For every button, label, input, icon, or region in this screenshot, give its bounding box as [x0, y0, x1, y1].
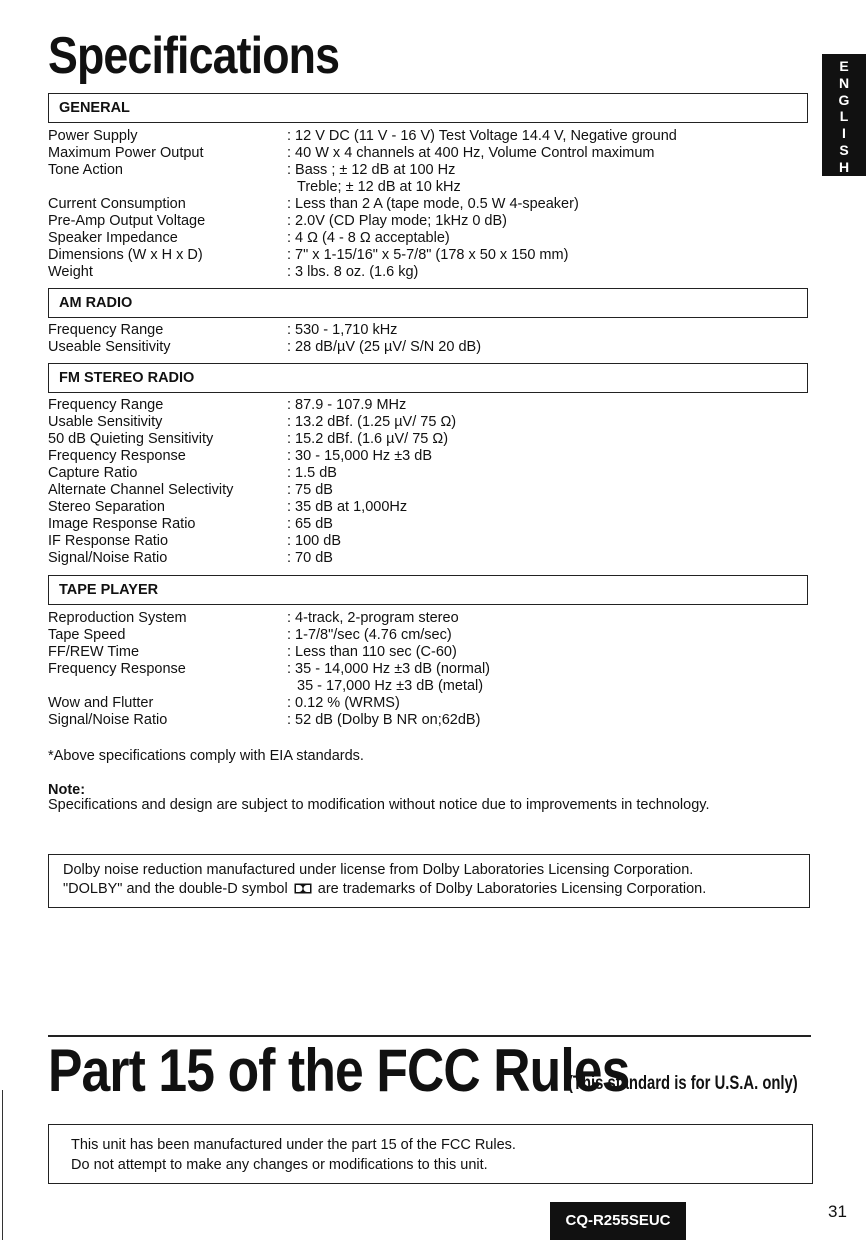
spec-row [48, 516, 808, 533]
spec-value: : 100 dB [287, 533, 342, 549]
fcc-notice-line2: Do not attempt to make any changes or modifications to this unit. [71, 1157, 488, 1173]
spec-label: Current Consumption [48, 196, 186, 212]
spec-value: : 75 dB [287, 482, 333, 498]
spec-row [48, 247, 808, 264]
spec-row [48, 322, 808, 339]
language-tab-letter: L [839, 108, 849, 125]
spec-value: : Less than 2 A (tape mode, 0.5 W 4-speaker) [287, 196, 579, 212]
note-heading: Note: [48, 782, 86, 798]
spec-row [48, 533, 808, 550]
spec-label: Tone Action [48, 162, 123, 178]
dolby-notice-line1: Dolby noise reduction manufactured under license from Dolby Laboratories Licensing Corporation. [63, 862, 694, 878]
fm-radio-spec-list [48, 397, 808, 567]
spec-label: Useable Sensitivity [48, 339, 171, 355]
tape-player-spec-list [48, 610, 808, 729]
fcc-notice-line1: This unit has been manufactured under the part 15 of the FCC Rules. [71, 1137, 516, 1153]
fcc-title: Part 15 of the FCC Rules [48, 1037, 630, 1104]
general-heading: GENERAL [59, 100, 130, 116]
spec-row [48, 162, 808, 179]
spec-label: Weight [48, 264, 93, 280]
language-tab [822, 54, 866, 176]
spec-value: : 4 Ω (4 - 8 Ω acceptable) [287, 230, 450, 246]
spec-label: FF/REW Time [48, 644, 140, 660]
spec-value: : 30 - 15,000 Hz ±3 dB [287, 448, 432, 464]
spec-value: 35 - 17,000 Hz ±3 dB (metal) [297, 678, 484, 694]
spec-label: Signal/Noise Ratio [48, 550, 168, 566]
spec-value: : 530 - 1,710 kHz [287, 322, 398, 338]
spec-row [48, 661, 808, 678]
spec-label: Dimensions (W x H x D) [48, 247, 203, 263]
spec-label: Stereo Separation [48, 499, 165, 515]
spec-row [48, 678, 808, 695]
spec-label: IF Response Ratio [48, 533, 169, 549]
fcc-subtitle: (This standard is for U.S.A. only) [568, 1073, 798, 1094]
spec-label: Frequency Range [48, 397, 164, 413]
dolby-line2-end: are trademarks of Dolby Laboratories Licensing Corporation. [317, 881, 707, 897]
page-number: 31 [828, 1202, 847, 1221]
spec-row [48, 499, 808, 516]
spec-row [48, 712, 808, 729]
spec-row [48, 465, 808, 482]
spec-label: Power Supply [48, 128, 138, 144]
spec-row [48, 264, 808, 281]
spec-value: : Less than 110 sec (C-60) [287, 644, 457, 660]
spec-label: Frequency Response [48, 661, 186, 677]
spec-value: : 0.12 % (WRMS) [287, 695, 400, 711]
spec-value: : 28 dB/µV (25 µV/ S/N 20 dB) [287, 339, 482, 355]
spec-value: : 65 dB [287, 516, 333, 532]
spec-row [48, 230, 808, 247]
spec-row [48, 610, 808, 627]
spec-value: : 3 lbs. 8 oz. (1.6 kg) [287, 264, 419, 280]
spec-value: : 2.0V (CD Play mode; 1kHz 0 dB) [287, 213, 507, 229]
spec-label: Signal/Noise Ratio [48, 712, 168, 728]
spec-value: : 87.9 - 107.9 MHz [287, 397, 407, 413]
fm-radio-heading: FM STEREO RADIO [59, 370, 195, 386]
spec-label [48, 179, 287, 196]
am-radio-spec-list [48, 322, 808, 356]
spec-value: : 1.5 dB [287, 465, 337, 481]
dolby-notice-line2 [63, 880, 795, 899]
spec-value: : 15.2 dBf. (1.6 µV/ 75 Ω) [287, 431, 449, 447]
spec-label: Frequency Range [48, 322, 164, 338]
spec-label: Maximum Power Output [48, 145, 204, 161]
spec-value: : 52 dB (Dolby B NR on;62dB) [287, 712, 481, 728]
spec-row [48, 128, 808, 145]
spec-row [48, 213, 808, 230]
spec-label [48, 678, 287, 695]
dolby-double-d-icon [294, 883, 312, 894]
spec-row [48, 550, 808, 567]
spec-label: Alternate Channel Selectivity [48, 482, 234, 498]
language-tab-letter: N [838, 74, 850, 91]
spec-label: 50 dB Quieting Sensitivity [48, 431, 214, 447]
spec-label: Pre-Amp Output Voltage [48, 213, 206, 229]
eia-footnote: *Above specifications comply with EIA standards. [48, 748, 364, 764]
spec-row [48, 414, 808, 431]
spec-row [48, 431, 808, 448]
spec-row [48, 179, 808, 196]
spec-value: : 12 V DC (11 V - 16 V) Test Voltage 14.4 V, Negative ground [287, 128, 677, 144]
spec-value: Treble; ± 12 dB at 10 kHz [297, 179, 461, 195]
page-title: Specifications [48, 27, 340, 85]
spec-row [48, 695, 808, 712]
spec-label: Reproduction System [48, 610, 187, 626]
language-tab-letter: E [839, 58, 849, 74]
spec-value: : 35 dB at 1,000Hz [287, 499, 408, 515]
spec-row [48, 145, 808, 162]
language-tab-letter: I [842, 125, 846, 142]
spec-value: : 35 - 14,000 Hz ±3 dB (normal) [287, 661, 490, 677]
spec-row [48, 196, 808, 213]
spec-value: : 1-7/8"/sec (4.76 cm/sec) [287, 627, 452, 643]
spec-label: Wow and Flutter [48, 695, 154, 711]
spec-label: Usable Sensitivity [48, 414, 163, 430]
language-tab-letter: H [838, 158, 850, 175]
language-tab-letter: G [838, 91, 850, 108]
margin-mark [2, 1090, 3, 1240]
tape-player-heading: TAPE PLAYER [59, 582, 159, 598]
general-spec-list [48, 128, 808, 281]
general-section-header [48, 93, 808, 123]
dolby-line2-start: "DOLBY" and the double-D symbol [63, 881, 288, 897]
spec-value: : 13.2 dBf. (1.25 µV/ 75 Ω) [287, 414, 457, 430]
language-tab-letter: S [839, 141, 849, 158]
spec-row [48, 644, 808, 661]
spec-row [48, 397, 808, 414]
spec-value: : 7" x 1-15/16" x 5-7/8" (178 x 50 x 150 mm) [287, 247, 569, 263]
fm-radio-section-header [48, 363, 808, 393]
spec-row [48, 448, 808, 465]
am-radio-section-header [48, 288, 808, 318]
spec-label: Image Response Ratio [48, 516, 196, 532]
spec-label: Frequency Response [48, 448, 186, 464]
model-badge: CQ-R255SEUC [550, 1202, 686, 1240]
spec-label: Tape Speed [48, 627, 126, 643]
spec-label: Capture Ratio [48, 465, 138, 481]
spec-label: Speaker Impedance [48, 230, 178, 246]
spec-row [48, 627, 808, 644]
tape-player-section-header [48, 575, 808, 605]
dolby-notice [48, 854, 810, 908]
note-text: Specifications and design are subject to modification without notice due to improvements in technology. [48, 797, 710, 813]
fcc-notice [48, 1124, 813, 1184]
spec-value: : 70 dB [287, 550, 333, 566]
spec-value: : 4-track, 2-program stereo [287, 610, 459, 626]
am-radio-heading: AM RADIO [59, 295, 133, 311]
spec-value: : 40 W x 4 channels at 400 Hz, Volume Control maximum [287, 145, 655, 161]
spec-row [48, 482, 808, 499]
spec-row [48, 339, 808, 356]
spec-value: : Bass ; ± 12 dB at 100 Hz [287, 162, 456, 178]
